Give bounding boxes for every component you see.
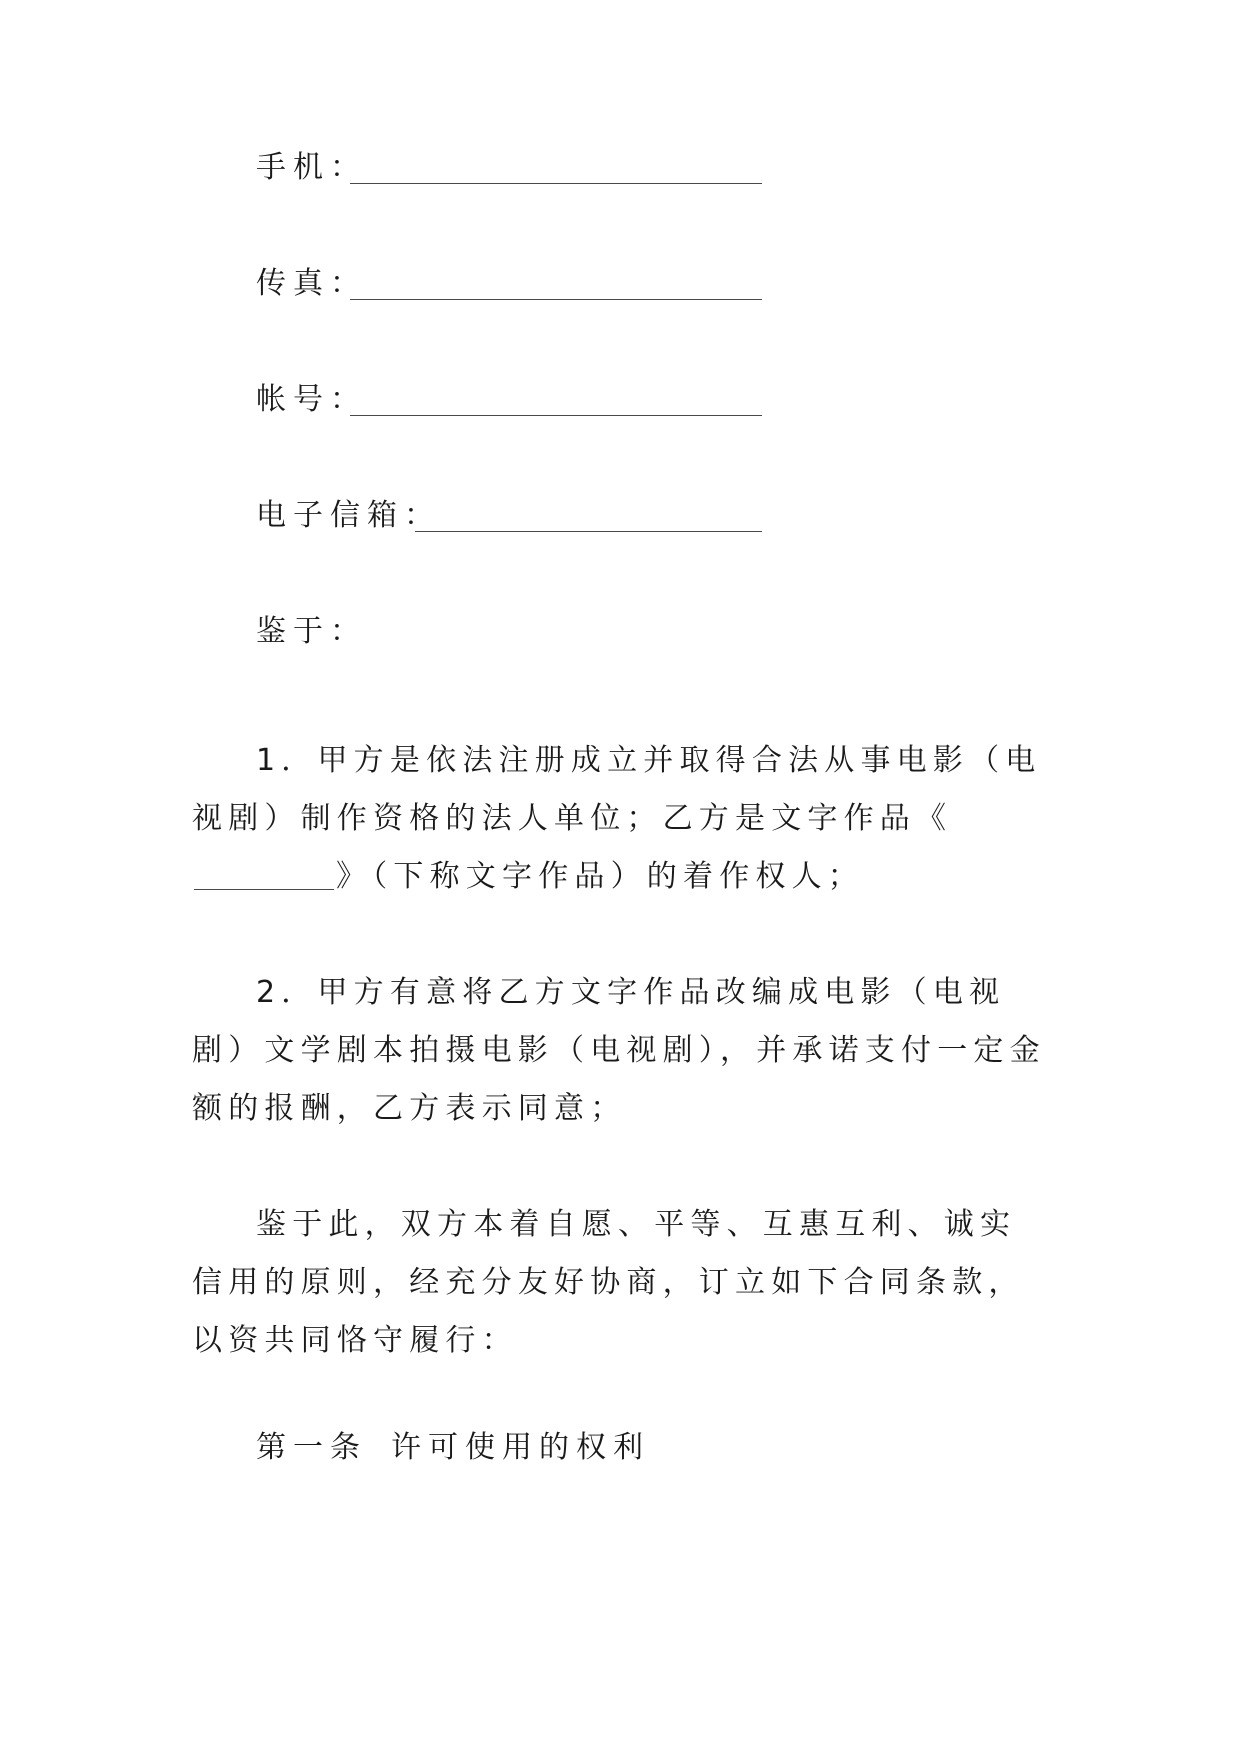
conclusion-paragraph: 鉴于此，双方本着自愿、平等、互惠互利、诚实信用的原则，经充分友好协商，订立如下合同条款，以资共同恪守履行： [192, 1207, 1025, 1358]
fax-blank-line[interactable] [350, 299, 762, 300]
account-blank-line[interactable] [350, 415, 762, 416]
article-1-title: 许可使用的权利 [391, 1430, 650, 1465]
whereas-heading: 鉴于： [256, 614, 367, 649]
clause-1-text-end: 》（下称文字作品）的着作权人； [336, 859, 864, 894]
phone-field-row [256, 148, 367, 188]
clause-2-paragraph: 2．甲方有意将乙方文字作品改编成电影（电视剧）文学剧本拍摄电影（电视剧），并承诺支付一定金额的报酬，乙方表示同意； [192, 975, 1046, 1126]
article-1-heading [256, 1428, 650, 1468]
email-field-row [256, 496, 441, 536]
fax-label: 传真： [256, 266, 367, 301]
clause-1-text-start: 1．甲方是依法注册成立并取得合法从事电影（电视剧）制作资格的法人单位；乙方是文字作品《 [192, 743, 1042, 836]
work-title-blank[interactable] [194, 859, 334, 890]
fax-field-row [256, 264, 367, 304]
phone-label: 手机： [256, 150, 367, 185]
email-blank-line[interactable] [415, 531, 762, 532]
article-1-number: 第一条 [256, 1430, 367, 1465]
account-field-row [256, 380, 367, 420]
clause-1-paragraph [192, 732, 1052, 906]
account-label: 帐号： [256, 382, 367, 417]
phone-blank-line[interactable] [350, 183, 762, 184]
email-label: 电子信箱： [256, 498, 441, 533]
